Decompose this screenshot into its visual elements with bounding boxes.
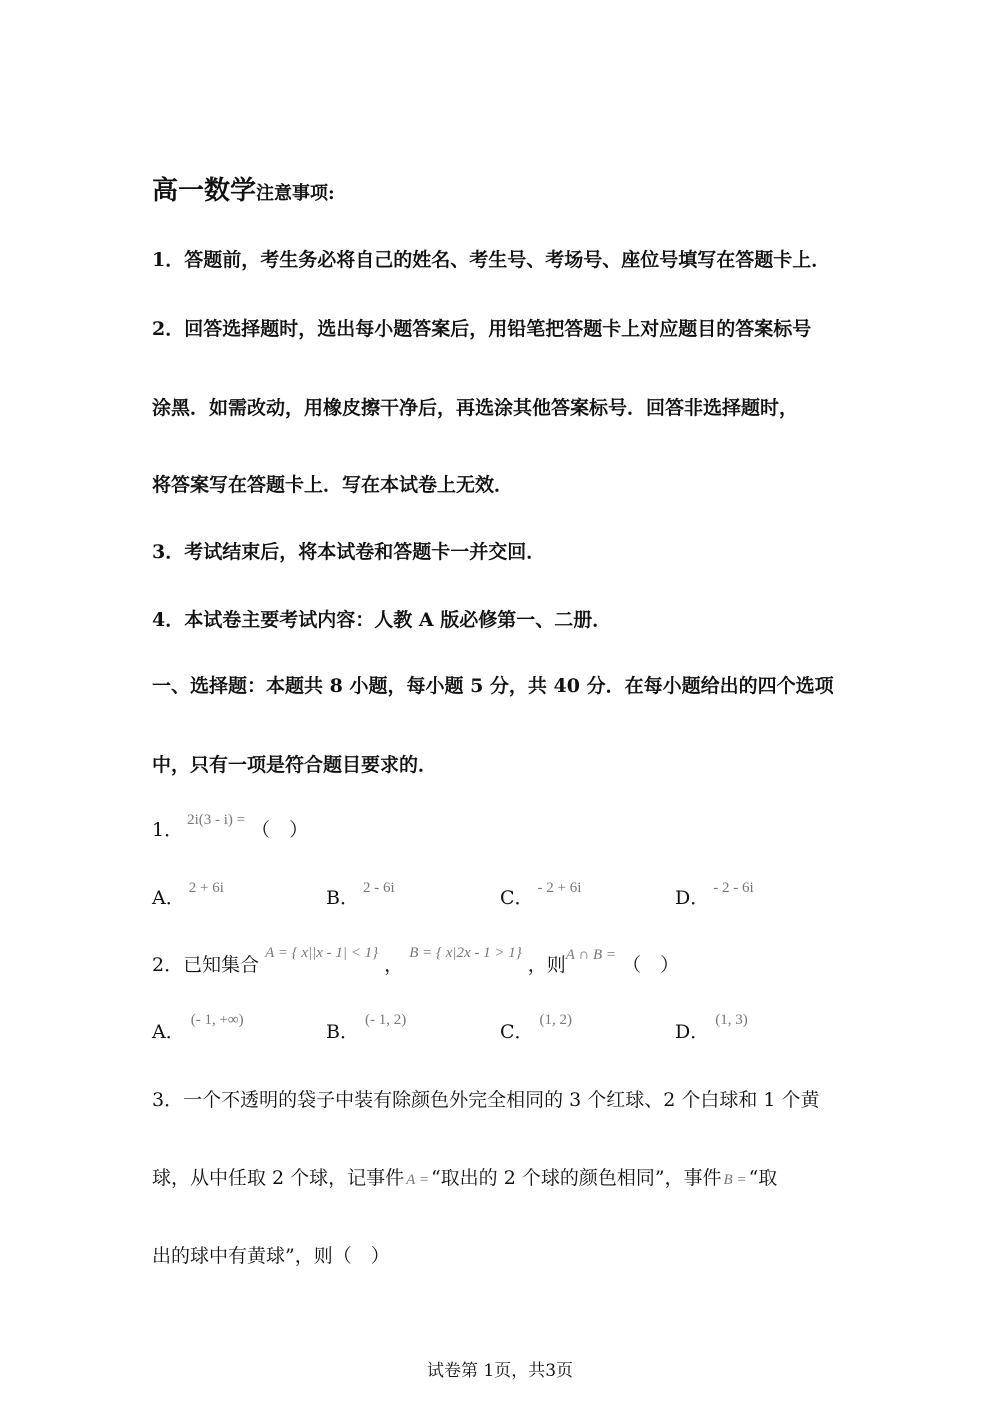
q1-option-c xyxy=(500,880,587,910)
question-1 xyxy=(152,812,309,842)
question-3-text: “取 xyxy=(748,1167,778,1189)
q2-option-a xyxy=(152,1012,250,1044)
q2-option-d xyxy=(675,1012,754,1044)
page-header xyxy=(152,170,335,207)
note-1: 1．答题前，考生务必将自己的姓名、考生号、考场号、座位号填写在答题卡上． xyxy=(152,249,831,271)
option-value: (1, 3) xyxy=(715,1012,748,1028)
option-value: 2 - 6i xyxy=(362,880,395,896)
question-3-line-1: 3．一个不透明的袋子中装有除颜色外完全相同的 3 个红球、2 个白球和 1 个黄 xyxy=(152,1089,820,1111)
set-a-expression: A = { x||x - 1| < 1} xyxy=(265,945,379,961)
question-3-text: 球，从中任取 2 个球，记事件 xyxy=(152,1167,405,1189)
question-2 xyxy=(152,945,680,977)
q2-option-c xyxy=(500,1012,578,1044)
q2-option-b xyxy=(326,1012,412,1044)
question-3-line-3: 出的球中有黄球”，则（ ） xyxy=(152,1245,390,1267)
intersection-expression: A ∩ B = xyxy=(565,947,617,963)
q1-option-a xyxy=(152,880,230,910)
question-3-text: “取出的 2 个球的颜色相同”，事件 xyxy=(430,1167,722,1189)
question-2-stem: 2．已知集合 xyxy=(152,954,260,976)
event-a-expression: A = xyxy=(406,1172,429,1188)
option-label: B． xyxy=(326,1021,359,1043)
option-value: (- 1, 2) xyxy=(364,1012,407,1028)
option-label: C． xyxy=(500,1021,534,1043)
set-b-expression: B = { x|2x - 1 > 1} xyxy=(409,945,522,961)
option-label: A． xyxy=(152,887,185,909)
option-value: (- 1, +∞) xyxy=(190,1012,244,1028)
option-label: D． xyxy=(675,1021,710,1043)
option-label: D． xyxy=(675,887,710,909)
page-footer: 试卷第 1页，共3页 xyxy=(426,1361,574,1381)
note-3: 3．考试结束后，将本试卷和答题卡一并交回． xyxy=(152,541,546,563)
q1-option-b xyxy=(326,880,401,910)
option-label: B． xyxy=(326,887,359,909)
option-value: 2 + 6i xyxy=(188,880,224,896)
note-2-line-3: 将答案写在答题卡上．写在本试卷上无效． xyxy=(152,474,514,496)
note-4: 4．本试卷主要考试内容：人教 A 版必修第一、二册． xyxy=(152,609,612,631)
notes-heading: 注意事项: xyxy=(256,183,335,204)
option-value: - 2 + 6i xyxy=(537,880,582,896)
question-2-then: ，则 xyxy=(527,954,566,976)
option-value: - 2 - 6i xyxy=(713,880,754,896)
q1-option-d xyxy=(675,880,760,910)
question-1-number: 1． xyxy=(152,819,184,841)
event-b-expression: B = xyxy=(723,1172,747,1188)
question-2-paren: （ ） xyxy=(622,954,680,976)
section-heading-line-2: 中，只有一项是符合题目要求的． xyxy=(152,754,438,776)
question-1-expression: 2i(3 - i) = xyxy=(187,812,246,828)
note-2-line-1: 2．回答选择题时，选出每小题答案后，用铅笔把答题卡上对应题目的答案标号 xyxy=(152,318,812,340)
section-heading-line-1: 一、选择题：本题共 8 小题，每小题 5 分，共 40 分．在每小题给出的四个选项 xyxy=(152,675,834,697)
option-label: C． xyxy=(500,887,534,909)
note-2-line-2: 涂黑．如需改动，用橡皮擦干净后，再选涂其他答案标号．回答非选择题时， xyxy=(152,397,799,419)
question-3-line-2 xyxy=(152,1163,777,1190)
option-label: A． xyxy=(152,1021,185,1043)
question-1-paren: （ ） xyxy=(251,819,309,841)
question-2-comma: ， xyxy=(384,954,404,976)
option-value: (1, 2) xyxy=(539,1012,573,1028)
subject-title: 高一数学 xyxy=(152,176,257,206)
